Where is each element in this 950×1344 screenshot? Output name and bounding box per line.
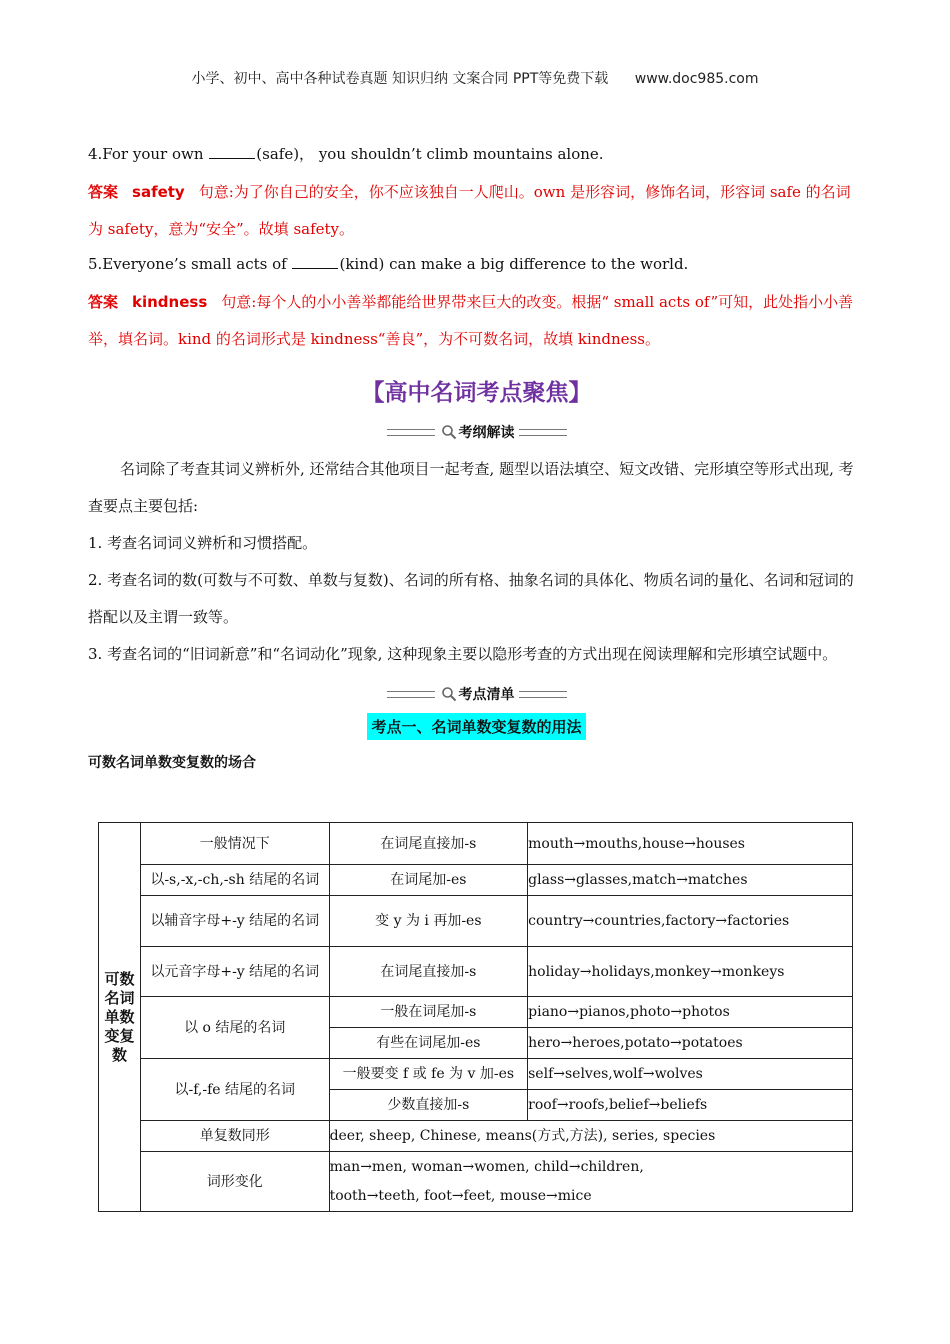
banner-checklist: [88, 683, 865, 705]
answer-word: safety: [132, 183, 185, 201]
magnifier-icon: [441, 424, 457, 440]
answer-blank: [292, 254, 338, 269]
table-cell: mouth→mouths,house→houses: [528, 823, 853, 865]
table-cell: glass→glasses,match→matches: [528, 865, 853, 896]
table-cell: country→countries,factory→factories: [528, 896, 853, 947]
point-3: 3. 考查名词的“旧词新意”和“名词动化”现象, 这种现象主要以隐形考查的方式出现在阅读理解和完形填空试题中。: [88, 645, 838, 663]
table-row: [99, 1152, 853, 1212]
table-cell: 变 y 为 i 再加-es: [329, 896, 528, 947]
table-row: [99, 896, 853, 947]
table-cell: 以元音字母+-y 结尾的名词: [140, 947, 329, 997]
table-cell: 以 o 结尾的名词: [140, 997, 329, 1059]
magnifier-icon: [441, 686, 457, 702]
table-cell: roof→roofs,belief→beliefs: [528, 1090, 853, 1121]
header-url[interactable]: www.doc985.com: [634, 71, 759, 87]
answer-tag: 答案: [88, 183, 119, 201]
question-4: [88, 142, 865, 166]
answer-tag: 答案: [88, 293, 119, 311]
table-cell: 一般要变 f 或 fe 为 v 加-es: [329, 1059, 528, 1090]
table-cell: [329, 1152, 852, 1212]
table-cell: holiday→holidays,monkey→monkeys: [528, 947, 853, 997]
table-cell: 单复数同形: [140, 1121, 329, 1152]
intro-paragraph: 名词除了考查其词义辨析外, 还常结合其他项目一起考查, 题型以语法填空、短文改错、完形填空等形式出现, 考查要点主要包括:: [88, 460, 854, 515]
side-label-text: 可数名词单数变复数: [104, 969, 135, 1064]
table-row: [99, 823, 853, 865]
plural-rules-table: [98, 822, 853, 1212]
question-5: [88, 252, 865, 276]
document-body: [88, 142, 865, 782]
table-cell: piano→pianos,photo→photos: [528, 997, 853, 1028]
banner-label: 考纲解读: [458, 425, 515, 441]
table-cell: 少数直接加-s: [329, 1090, 528, 1121]
answer-4: [88, 174, 865, 248]
double-rule-right: [519, 691, 567, 698]
banner-syllabus: [88, 421, 865, 443]
table-cell: 一般情况下: [140, 823, 329, 865]
question-4-rest: (safe)， you shouldn’t climb mountains alone.: [256, 145, 604, 163]
table-side-label: [99, 823, 141, 1212]
answer-blank: [209, 144, 255, 159]
table-cell: 在词尾直接加-s: [329, 823, 528, 865]
table-cell: 以辅音字母+-y 结尾的名词: [140, 896, 329, 947]
banner-label: 考点清单: [458, 687, 515, 703]
answer-word: kindness: [132, 293, 208, 311]
table-cell: 在词尾加-es: [329, 865, 528, 896]
key-point-title: 考点一、名词单数变复数的用法: [367, 713, 585, 740]
page-header: [0, 68, 950, 88]
question-5-text: 5.Everyone’s small acts of: [88, 255, 292, 273]
double-rule-left: [387, 429, 435, 436]
table-cell: 有些在词尾加-es: [329, 1028, 528, 1059]
table-cell-line: man→men, woman→women, child→children,: [329, 1158, 644, 1175]
table-cell-line: tooth→teeth, foot→feet, mouse→mice: [329, 1187, 592, 1204]
table-row: [99, 997, 853, 1028]
table-cell: hero→heroes,potato→potatoes: [528, 1028, 853, 1059]
table-cell: 在词尾直接加-s: [329, 947, 528, 997]
section-title: 【高中名词考点聚焦】: [361, 380, 592, 406]
table-subhead: 可数名词单数变复数的场合: [88, 755, 256, 771]
point-2: 2. 考查名词的数(可数与不可数、单数与复数)、名词的所有格、抽象名词的具体化、物质名词的量化、名词和冠词的搭配以及主谓一致等。: [88, 571, 854, 626]
table-row: [99, 947, 853, 997]
table-row: [99, 1059, 853, 1090]
table-cell: 一般在词尾加-s: [329, 997, 528, 1028]
table-cell: 以-f,-fe 结尾的名词: [140, 1059, 329, 1121]
key-point-wrap: [88, 713, 865, 740]
table-cell: self→selves,wolf→wolves: [528, 1059, 853, 1090]
double-rule-left: [387, 691, 435, 698]
answer-explanation: 句意:每个人的小小善举都能给世界带来巨大的改变。根据“ small acts of”可知，此处指小小善举，填名词。kind 的名词形式是 kindness“善良”，为不可数名词，故填 kindness。: [88, 293, 854, 348]
answer-explanation: 句意:为了你自己的安全，你不应该独自一人爬山。own 是形容词，修饰名词，形容词 safe 的名词为 safety，意为“安全”。故填 safety。: [88, 183, 851, 238]
answer-5: [88, 284, 865, 358]
question-5-rest: (kind) can make a big difference to the world.: [339, 255, 689, 273]
double-rule-right: [519, 429, 567, 436]
table-row: [99, 865, 853, 896]
table-row: [99, 1121, 853, 1152]
table-cell: 以-s,-x,-ch,-sh 结尾的名词: [140, 865, 329, 896]
header-text: 小学、初中、高中各种试卷真题 知识归纳 文案合同 PPT等免费下载: [191, 71, 609, 87]
point-1: 1. 考查名词词义辨析和习惯搭配。: [88, 534, 318, 552]
question-4-text: 4.For your own: [88, 145, 209, 163]
table-cell: deer, sheep, Chinese, means(方式,方法), series, species: [329, 1121, 852, 1152]
table-cell: 词形变化: [140, 1152, 329, 1212]
